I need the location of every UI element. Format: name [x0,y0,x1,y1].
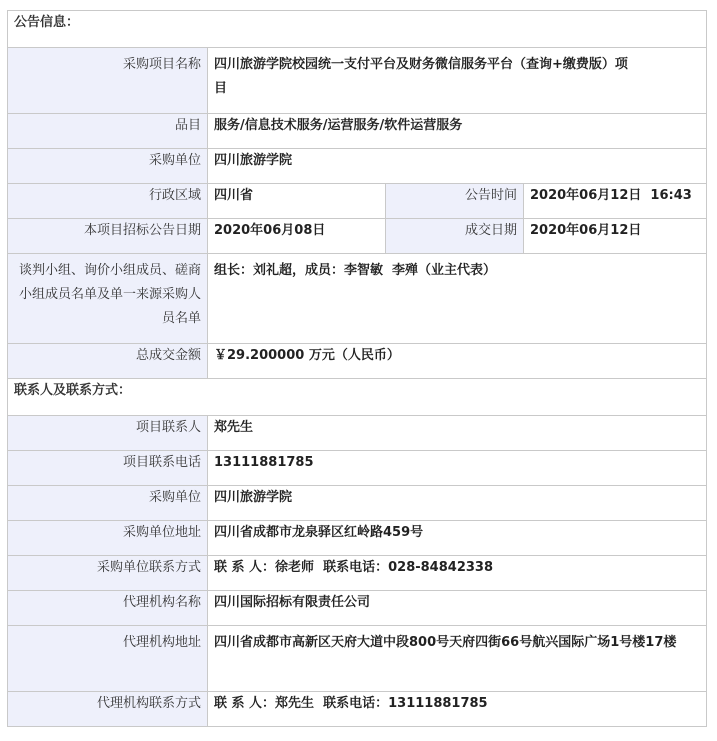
label-agency-contact: 代理机构联系方式 [8,692,208,727]
section-title-contact: 联系人及联系方式： [8,379,707,416]
label-purchaser: 采购单位 [8,149,208,184]
label-region: 行政区域 [8,184,208,219]
row-project-phone [8,451,707,486]
value-project-phone: 13111881785 [208,451,707,486]
value-contact-purchaser: 四川旅游学院 [208,486,707,521]
row-project-contact [8,416,707,451]
value-purchaser: 四川旅游学院 [208,149,707,184]
value-announce-time: 2020年06月12日 16:43 [524,184,707,219]
value-purchaser-address: 四川省成都市龙泉驿区红岭路459号 [208,521,707,556]
value-panel: 组长：刘礼超，成员：李智敏 李殚（业主代表） [208,254,707,344]
section-row-contact [8,379,707,416]
label-purchaser-address: 采购单位地址 [8,521,208,556]
label-contact-purchaser: 采购单位 [8,486,208,521]
row-panel [8,254,707,344]
row-region-time [8,184,707,219]
value-project-contact: 郑先生 [208,416,707,451]
row-project-name [8,48,707,114]
value-agency-name: 四川国际招标有限责任公司 [208,591,707,626]
label-deal-date: 成交日期 [386,219,524,254]
value-agency-contact: 联 系 人：郑先生 联系电话：13111881785 [208,692,707,727]
row-agency-name [8,591,707,626]
value-deal-date: 2020年06月12日 [524,219,707,254]
label-project-phone: 项目联系电话 [8,451,208,486]
label-agency-name: 代理机构名称 [8,591,208,626]
section-title-announcement: 公告信息： [8,11,707,48]
label-total-amount: 总成交金额 [8,344,208,379]
project-name-text: 四川旅游学院校园统一支付平台及财务微信服务平台（查询+缴费版）项目 [214,57,628,96]
row-purchaser [8,149,707,184]
label-agency-address: 代理机构地址 [8,626,208,692]
row-purchaser-address [8,521,707,556]
value-region: 四川省 [208,184,386,219]
row-dates [8,219,707,254]
label-bid-announce-date: 本项目招标公告日期 [8,219,208,254]
value-purchaser-contact: 联 系 人：徐老师 联系电话：028-84842338 [208,556,707,591]
row-agency-contact [8,692,707,727]
label-project-name: 采购项目名称 [8,48,208,114]
value-total-amount: ￥29.200000 万元（人民币） [208,344,707,379]
label-category: 品目 [8,114,208,149]
value-project-name [208,48,707,114]
row-category [8,114,707,149]
label-announce-time: 公告时间 [386,184,524,219]
label-panel: 谈判小组、询价小组成员、磋商小组成员名单及单一来源采购人员名单 [8,254,208,344]
label-project-contact: 项目联系人 [8,416,208,451]
value-category: 服务/信息技术服务/运营服务/软件运营服务 [208,114,707,149]
row-agency-address [8,626,707,692]
value-bid-announce-date: 2020年06月08日 [208,219,386,254]
section-row-announcement [8,11,707,48]
row-contact-purchaser [8,486,707,521]
row-total-amount [8,344,707,379]
label-purchaser-contact: 采购单位联系方式 [8,556,208,591]
announcement-table [7,10,707,727]
value-agency-address: 四川省成都市高新区天府大道中段800号天府四街66号航兴国际广场1号楼17楼 [208,626,707,692]
row-purchaser-contact [8,556,707,591]
